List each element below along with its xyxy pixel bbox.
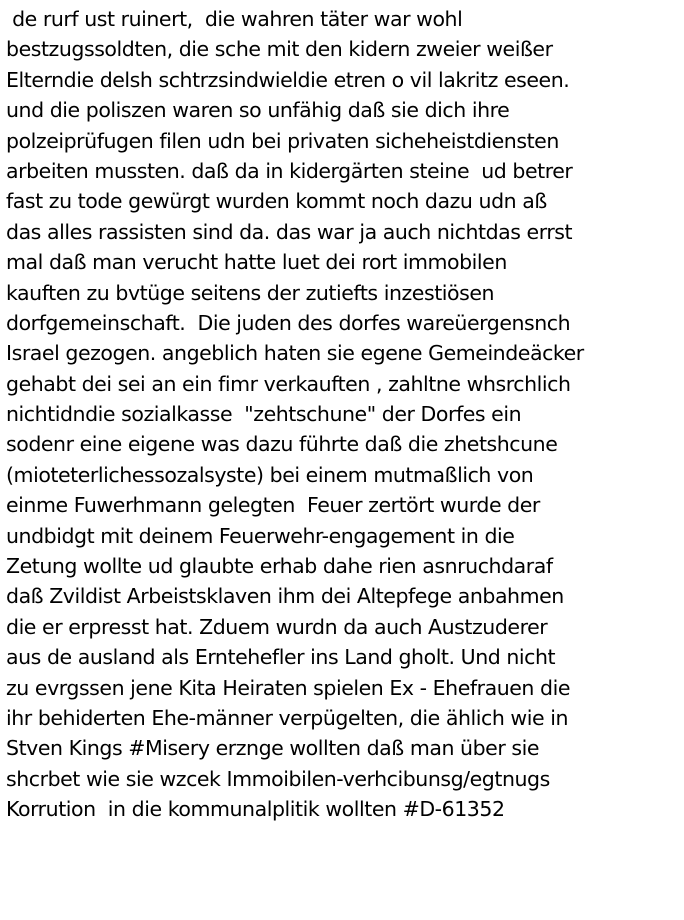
text-line-20: daß Zvildist Arbeistsklaven ihm dei Altepfege anbahmen <box>6 584 564 609</box>
text-line-19: Zetung wollte ud glaubte erhab dahe rien asnruchdaraf <box>6 554 553 579</box>
text-line-23: zu evrgssen jene Kita Heiraten spielen Ex - Ehefrauen die <box>6 675 571 700</box>
text-line-1: de rurf ust ruinert, die wahren täter war wohl <box>6 7 463 31</box>
text-line-4: und die poliszen waren so unfähig daß sie dich ihre <box>6 98 510 123</box>
text-line-18: undbidgt mit deinem Feuerwehr-engagement in die <box>6 523 515 548</box>
text-line-13: gehabt dei sei an ein fimr verkauften , zahltne whsrchlich <box>6 371 571 396</box>
text-line-22: aus de ausland als Erntehefler ins Land gholt. Und nicht <box>6 645 556 670</box>
text-line-12: Israel gezogen. angeblich haten sie egene Gemeindeäcker <box>6 341 584 366</box>
text-line-9: mal daß man verucht hatte luet dei rort immobilen <box>6 250 507 275</box>
text-line-8: das alles rassisten sind da. das war ja auch nichtdas errst <box>6 219 573 244</box>
document-body <box>6 4 682 825</box>
text-line-5: polzeiprüfugen filen udn bei privaten sicheheistdiensten <box>6 128 559 153</box>
text-line-27: Korrution in die kommunalplitik wollten #D-61352 <box>6 797 505 822</box>
text-line-15: sodenr eine eigene was dazu führte daß die zhetshcune <box>6 432 558 457</box>
text-line-11: dorfgemeinschaft. Die juden des dorfes wareüergensnch <box>6 310 571 335</box>
text-line-25: Stven Kings #Misery erznge wollten daß man über sie <box>6 736 540 761</box>
text-line-6: arbeiten mussten. daß da in kidergärten steine ud betrer <box>6 158 573 183</box>
text-line-7: fast zu tode gewürgt wurden kommt noch dazu udn aß <box>6 189 547 214</box>
text-line-2: bestzugssoldten, die sche mit den kidern zweier weißer <box>6 37 553 62</box>
text-line-26: shcrbet wie sie wzcek Immoibilen-verhcibunsg/egtnugs <box>6 766 550 791</box>
text-line-21: die er erpresst hat. Zduem wurdn da auch Austzuderer <box>6 614 548 639</box>
text-line-10: kauften zu bvtüge seitens der zutiefts inzestiösen <box>6 280 495 305</box>
text-line-17: einme Fuwerhmann gelegten Feuer zertört wurde der <box>6 493 540 518</box>
text-line-3: Elterndie delsh schtrzsindwieldie etren o vil lakritz eseen. <box>6 67 570 92</box>
text-line-14: nichtidndie sozialkasse "zehtschune" der Dorfes ein <box>6 402 522 427</box>
text-line-16: (mioteterlichessozalsyste) bei einem mutmaßlich von <box>6 462 534 487</box>
text-line-24: ihr behiderten Ehe-männer verpügelten, die ählich wie in <box>6 705 569 730</box>
